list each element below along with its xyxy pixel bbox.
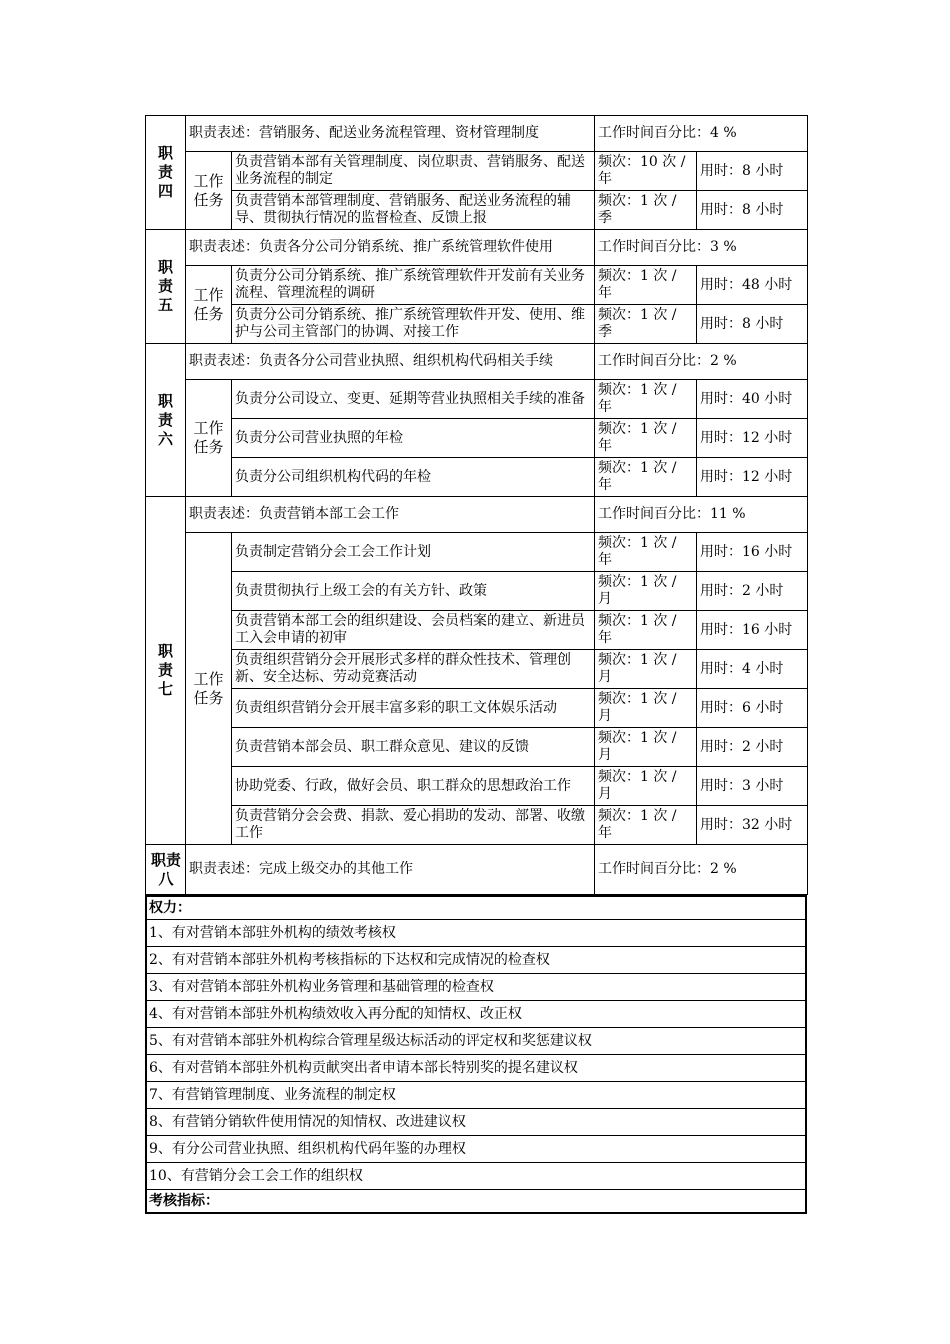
- right-item: 8、有营销分销软件使用情况的知情权、改进建议权: [146, 1109, 806, 1136]
- task-description: 负责营销分会会费、捐款、爱心捐助的发动、部署、收缴工作: [232, 806, 595, 845]
- right-item: 10、有营销分会工会工作的组织权: [146, 1163, 806, 1190]
- task-type: [186, 380, 232, 497]
- task-type-label: 工作任务: [193, 171, 224, 209]
- task-frequency: 频次：1 次 / 年: [595, 611, 697, 650]
- duty-statement-row: [146, 230, 808, 266]
- task-frequency: 频次：1 次 / 年: [595, 458, 697, 497]
- task-hours: 用时：8 小时: [697, 191, 808, 230]
- task-description: 负责营销本部工会的组织建设、会员档案的建立、新进员工入会申请的初审: [232, 611, 595, 650]
- right-item-row: [146, 1109, 806, 1136]
- task-row: [146, 152, 808, 191]
- duty-statement: 职责表述：完成上级交办的其他工作: [186, 845, 595, 895]
- task-frequency: 频次：1 次 / 月: [595, 767, 697, 806]
- task-frequency: 频次：1 次 / 年: [595, 533, 697, 572]
- right-item-row: [146, 974, 806, 1001]
- task-row: [146, 458, 808, 497]
- task-description: 负责分公司分销系统、推广系统管理软件开发前有关业务流程、管理流程的调研: [232, 266, 595, 305]
- right-item: 1、有对营销本部驻外机构的绩效考核权: [146, 920, 806, 947]
- task-description: 负责分公司营业执照的年检: [232, 419, 595, 458]
- task-row: [146, 611, 808, 650]
- time-percentage: 工作时间百分比：4 %: [595, 116, 808, 152]
- task-hours: 用时：4 小时: [697, 650, 808, 689]
- task-row: [146, 689, 808, 728]
- right-item: 5、有对营销本部驻外机构综合管理星级达标活动的评定权和奖惩建议权: [146, 1028, 806, 1055]
- task-frequency: 频次：1 次 / 月: [595, 572, 697, 611]
- time-percentage: 工作时间百分比：2 %: [595, 344, 808, 380]
- duty-header-label: 职责八: [150, 850, 181, 888]
- duty-statement: 职责表述：负责营销本部工会工作: [186, 497, 595, 533]
- task-frequency: 频次：1 次 / 年: [595, 380, 697, 419]
- task-description: 负责组织营销分会开展丰富多彩的职工文体娱乐活动: [232, 689, 595, 728]
- duty-header-label: 职责七: [157, 642, 173, 698]
- task-row: [146, 572, 808, 611]
- rights-table: [145, 895, 807, 1214]
- right-item-row: [146, 1082, 806, 1109]
- task-row: [146, 380, 808, 419]
- task-frequency: 频次：1 次 / 季: [595, 305, 697, 344]
- task-row: [146, 728, 808, 767]
- task-row: [146, 191, 808, 230]
- task-type: [186, 533, 232, 845]
- time-percentage: 工作时间百分比：3 %: [595, 230, 808, 266]
- task-hours: 用时：40 小时: [697, 380, 808, 419]
- task-row: [146, 806, 808, 845]
- right-item: 9、有分公司营业执照、组织机构代码年鉴的办理权: [146, 1136, 806, 1163]
- time-percentage: 工作时间百分比：2 %: [595, 845, 808, 895]
- task-hours: 用时：12 小时: [697, 419, 808, 458]
- task-hours: 用时：8 小时: [697, 305, 808, 344]
- task-hours: 用时：2 小时: [697, 572, 808, 611]
- duties-table: [145, 115, 808, 895]
- assessment-title: 考核指标：: [146, 1190, 806, 1214]
- right-item-row: [146, 1163, 806, 1190]
- task-frequency: 频次：1 次 / 月: [595, 728, 697, 767]
- task-type-label: 工作任务: [193, 285, 224, 323]
- right-item-row: [146, 947, 806, 974]
- task-frequency: 频次：1 次 / 年: [595, 266, 697, 305]
- task-hours: 用时：16 小时: [697, 533, 808, 572]
- duty-header-label: 职责四: [157, 144, 173, 200]
- duty-statement: 职责表述：营销服务、配送业务流程管理、资材管理制度: [186, 116, 595, 152]
- task-frequency: 频次：1 次 / 月: [595, 650, 697, 689]
- task-hours: 用时：16 小时: [697, 611, 808, 650]
- right-item-row: [146, 1136, 806, 1163]
- task-description: 协助党委、行政，做好会员、职工群众的思想政治工作: [232, 767, 595, 806]
- duty-statement-row: [146, 116, 808, 152]
- task-frequency: 频次：1 次 / 季: [595, 191, 697, 230]
- right-item: 2、有对营销本部驻外机构考核指标的下达权和完成情况的检查权: [146, 947, 806, 974]
- task-type: [186, 266, 232, 344]
- time-percentage: 工作时间百分比：11 %: [595, 497, 808, 533]
- task-row: [146, 266, 808, 305]
- task-row: [146, 767, 808, 806]
- task-hours: 用时：6 小时: [697, 689, 808, 728]
- rights-title: 权力：: [146, 896, 806, 920]
- duty-header: [146, 116, 186, 230]
- task-hours: 用时：12 小时: [697, 458, 808, 497]
- duty-header-label: 职责六: [157, 391, 173, 448]
- task-description: 负责制定营销分会工会工作计划: [232, 533, 595, 572]
- task-description: 负责贯彻执行上级工会的有关方针、政策: [232, 572, 595, 611]
- task-row: [146, 419, 808, 458]
- duty-header: [146, 344, 186, 497]
- duty-statement-row: [146, 497, 808, 533]
- task-description: 负责营销本部管理制度、营销服务、配送业务流程的辅导、贯彻执行情况的监督检查、反馈上报: [232, 191, 595, 230]
- task-type: [186, 152, 232, 230]
- duty-statement-row: [146, 344, 808, 380]
- task-description: 负责组织营销分会开展形式多样的群众性技术、管理创新、安全达标、劳动竞赛活动: [232, 650, 595, 689]
- job-description-document: [145, 115, 807, 1214]
- duty-header-label: 职责五: [157, 258, 173, 314]
- duty-header: [146, 230, 186, 344]
- task-type-label: 工作任务: [193, 669, 224, 707]
- task-description: 负责分公司设立、变更、延期等营业执照相关手续的准备: [232, 380, 595, 419]
- right-item: 7、有营销管理制度、业务流程的制定权: [146, 1082, 806, 1109]
- task-hours: 用时：48 小时: [697, 266, 808, 305]
- task-description: 负责分公司分销系统、推广系统管理软件开发、使用、维护与公司主管部门的协调、对接工作: [232, 305, 595, 344]
- task-hours: 用时：3 小时: [697, 767, 808, 806]
- task-frequency: 频次：1 次 / 年: [595, 419, 697, 458]
- right-item: 4、有对营销本部驻外机构绩效收入再分配的知情权、改正权: [146, 1001, 806, 1028]
- task-description: 负责分公司组织机构代码的年检: [232, 458, 595, 497]
- task-row: [146, 650, 808, 689]
- duty-statement-row: [146, 845, 808, 895]
- right-item-row: [146, 1028, 806, 1055]
- duty-statement: 职责表述：负责各分公司营业执照、组织机构代码相关手续: [186, 344, 595, 380]
- task-row: [146, 305, 808, 344]
- right-item-row: [146, 1001, 806, 1028]
- task-row: [146, 533, 808, 572]
- task-frequency: 频次：1 次 / 月: [595, 689, 697, 728]
- task-frequency: 频次：10 次 / 年: [595, 152, 697, 191]
- task-description: 负责营销本部会员、职工群众意见、建议的反馈: [232, 728, 595, 767]
- task-frequency: 频次：1 次 / 年: [595, 806, 697, 845]
- right-item: 6、有对营销本部驻外机构贡献突出者申请本部长特别奖的提名建议权: [146, 1055, 806, 1082]
- task-hours: 用时：2 小时: [697, 728, 808, 767]
- task-hours: 用时：32 小时: [697, 806, 808, 845]
- task-description: 负责营销本部有关管理制度、岗位职责、营销服务、配送业务流程的制定: [232, 152, 595, 191]
- duty-header: [146, 845, 186, 895]
- rights-title-row: [146, 896, 806, 920]
- right-item: 3、有对营销本部驻外机构业务管理和基础管理的检查权: [146, 974, 806, 1001]
- duty-statement: 职责表述：负责各分公司分销系统、推广系统管理软件使用: [186, 230, 595, 266]
- task-type-label: 工作任务: [193, 419, 224, 456]
- right-item-row: [146, 1055, 806, 1082]
- assessment-title-row: [146, 1190, 806, 1214]
- task-hours: 用时：8 小时: [697, 152, 808, 191]
- right-item-row: [146, 920, 806, 947]
- duty-header: [146, 497, 186, 845]
